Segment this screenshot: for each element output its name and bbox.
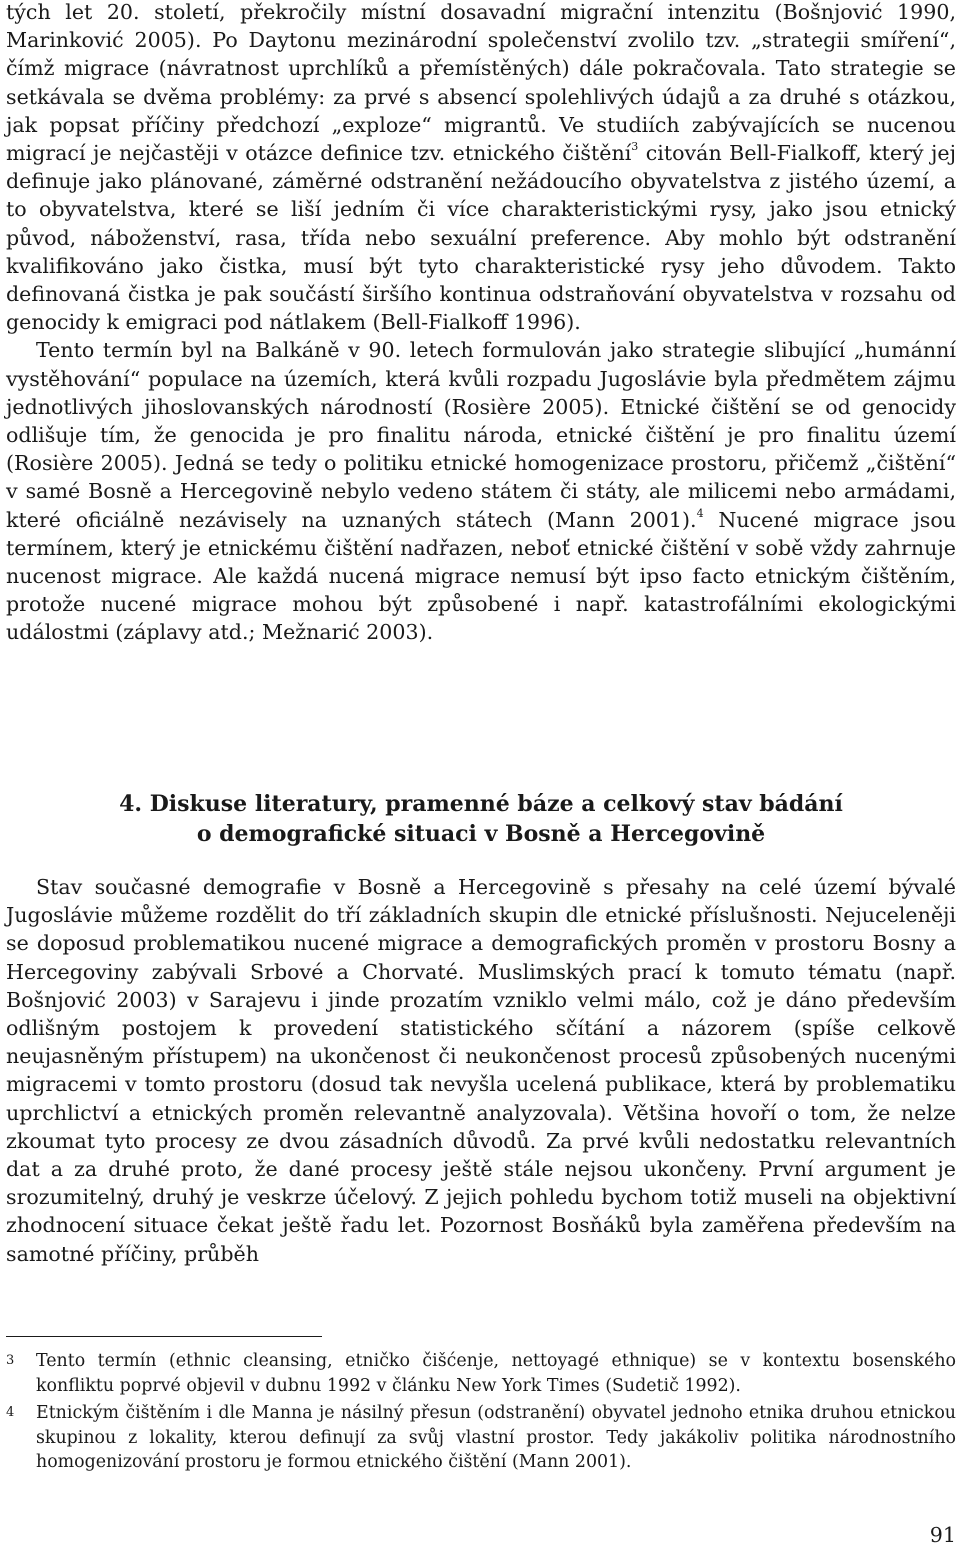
paragraph-1-continued: citován Bell-Fialkoff, který jej definuje jako plánované, záměrné odstranění nežádoucího obyvatelstva z jistého území, a to obyvatelstva, které se liší jedním či více charakteristickými rysy, jako jsou etnický původ, náboženství, rasa, třída nebo sexuální preference. Aby mohlo být odstranění kvalifikováno jako čistka, musí být tyto charakteristické rysy jeho důvodem. Takto definovaná čistka je pak součástí širšího kontinua odstraňování obyvatelstva v rozsahu od genocidy k emigraci pod nátlakem (Bell-Fialkoff 1996).: [6, 141, 956, 335]
footnotes: [6, 1349, 956, 1478]
footnote-3: [6, 1349, 956, 1398]
section-heading-line-1: 4. Diskuse literatury, pramenné báze a celkový stav bádání: [119, 791, 843, 817]
footnote-ref-3[interactable]: 3: [631, 140, 639, 154]
body-section-1: [6, 0, 956, 647]
paragraph-1-text: tých let 20. století, překročily místní dosavadní migrační intenzitu (Bošnjović 1990, Marinković 2005). Po Daytonu mezinárodní společenství zvolilo tzv. „strategii smíření“, čímž migrace (návratnost uprchlíků a přemístěných) dále pokračovala. Tato strategie se setkávala se dvěma problémy: za prvé s absencí spolehlivých údajů a za druhé s otázkou, jak popsat příčiny předchozí „exploze“ migrantů. Ve studiích zabývajících se nucenou migrací je nejčastěji v otázce definice tzv. etnického čištění: [6, 0, 956, 166]
footnote-number: 4: [6, 1405, 15, 1420]
paragraph-2-continued: Nucené migrace jsou termínem, který je etnickému čištění nadřazen, neboť etnické čištění v sobě vždy zahrnuje nucenost migrace. Ale každá nucená migrace nemusí být ipso facto etnickým čištěním, protože nucené migrace mohou být způsobené i např. katastrofálními ekologickými událostmi (záplavy atd.; Mežnarić 2003).: [6, 507, 956, 645]
section-heading-line-2: o demografické situaci v Bosně a Hercegovině: [196, 821, 766, 847]
paragraph-1: [6, 0, 956, 336]
paragraph-2-text: Tento termín byl na Balkáně v 90. letech formulován jako strategie slibující „humánní vystěhování“ populace na územích, která kvůli rozpadu Jugoslávie byla předmětem zájmu jednotlivých jihoslovanských národností (Rosière 2005). Etnické čištění se od genocidy odlišuje tím, že genocida je pro finalitu národa, etnické čištění je pro finalitu území (Rosière 2005). Jedná se tedy o politiku etnické homogenizace prostoru, přičemž „čištění“ v samé Bosně a Hercegovině nebylo vedeno státem či státy, ale milicemi nebo armádami, které oficiálně nezávisely na uznaných státech (Mann 2001).: [6, 338, 956, 532]
body-section-2: [6, 873, 956, 1268]
page-number: 91: [929, 1523, 956, 1547]
footnote-4: [6, 1401, 956, 1475]
footnote-divider: [6, 1336, 322, 1337]
paragraph-3: Stav současné demografie v Bosně a Hercegovině s přesahy na celé území bývalé Jugoslávie můžeme rozdělit do tří základních skupin dle etnické příslušnosti. Nejuceleněji se doposud problematikou nucené migrace a demografických proměn v prostoru Bosny a Hercegoviny zabývali Srbové a Chorvaté. Muslimských prací k tomuto tématu (např. Bošnjović 2003) v Sarajevu i jinde prozatím vzniklo velmi málo, což je dáno především odlišným postojem k provedení statistického sčítání a názorem (spíše celkově neujasněným přístupem) na ukončenost či neukončenost procesů způsobených nucenými migracemi v tomto prostoru (dosud tak nevyšla ucelená publikace, která by problematiku uprchlictví a etnických proměn relevantně analyzovala). Většina hovoří o tom, že nelze zkoumat tyto procesy ze dvou zásadních důvodů. Za prvé kvůli nedostatku relevantních dat a za druhé proto, že dané procesy ještě stále nejsou ukončeny. První argument je srozumitelný, druhý je veskrze účelový. Z jejich pohledu bychom totiž museli na objektivní zhodnocení situace čekat ještě řadu let. Pozornost Bosňáků byla zaměřena především na samotné příčiny, průběh: [6, 875, 956, 1266]
footnote-number: 3: [6, 1353, 15, 1368]
section-heading: [6, 789, 956, 849]
footnote-text: Tento termín (ethnic cleansing, etničko čišćenje, nettoyagé ethnique) se v kontextu bosenského konfliktu poprvé objevil v dubnu 1992 v článku New York Times (Sudetič 1992).: [36, 1351, 956, 1396]
page: [6, 0, 956, 1554]
footnote-text: Etnickým čištěním i dle Manna je násilný přesun (odstranění) obyvatel jednoho etnika druhou etnickou skupinou z lokality, kterou definují za svůj vlastní prostor. Tedy jakákoliv politika národnostního homogenizování prostoru je formou etnického čištění (Mann 2001).: [36, 1403, 956, 1472]
footnote-ref-4[interactable]: 4: [696, 506, 704, 520]
paragraph-2: [6, 336, 956, 646]
